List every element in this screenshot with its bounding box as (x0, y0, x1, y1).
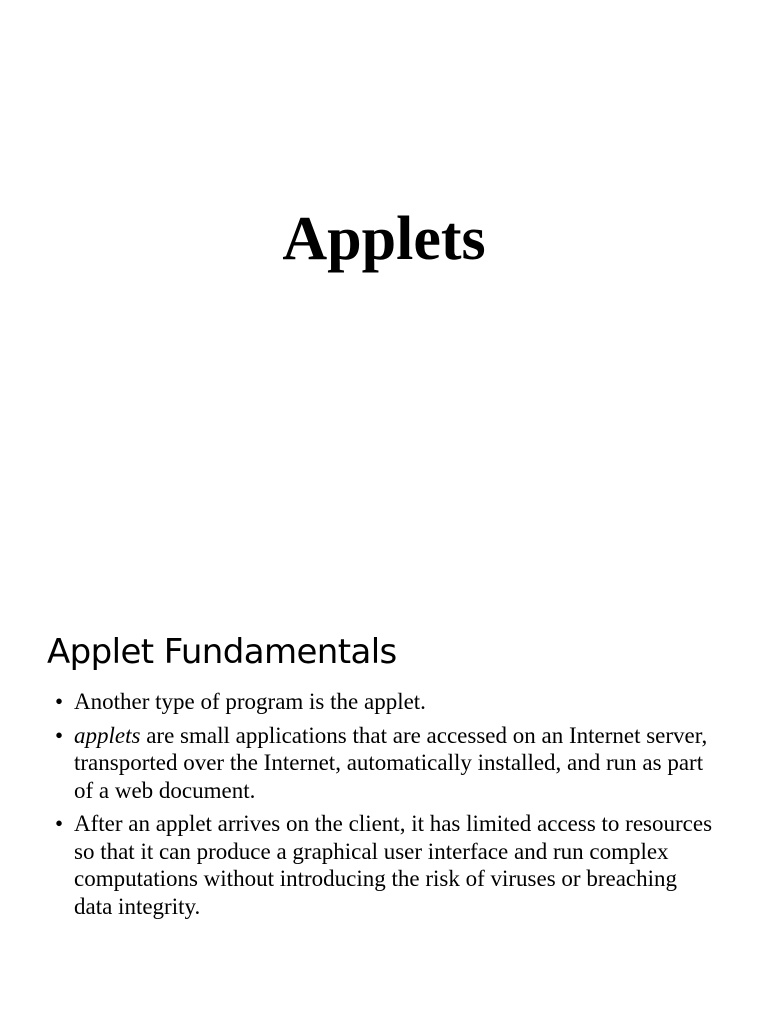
slide-title: Applets (282, 205, 486, 273)
bullet-item (55, 688, 715, 716)
bullet-text: are small applications that are accessed on an Internet server, transported over the Internet, automatically installed, and run as part of a web document. (74, 722, 708, 803)
bullet-item (55, 722, 715, 805)
emphasized-term: applets (74, 722, 141, 748)
bullet-marker: • (55, 722, 64, 748)
bullet-item (55, 810, 715, 920)
bullet-text: Another type of program is the applet. (74, 689, 426, 714)
bullet-marker: • (55, 689, 64, 714)
bullet-marker: • (55, 811, 64, 836)
bullet-text: After an applet arrives on the client, it has limited access to resources so that it can produce a graphical user interface and run complex computations without introducing the risk of viruses or breaching data integrity. (74, 811, 713, 919)
section-heading: Applet Fundamentals (47, 632, 397, 672)
bullet-list (55, 688, 715, 926)
